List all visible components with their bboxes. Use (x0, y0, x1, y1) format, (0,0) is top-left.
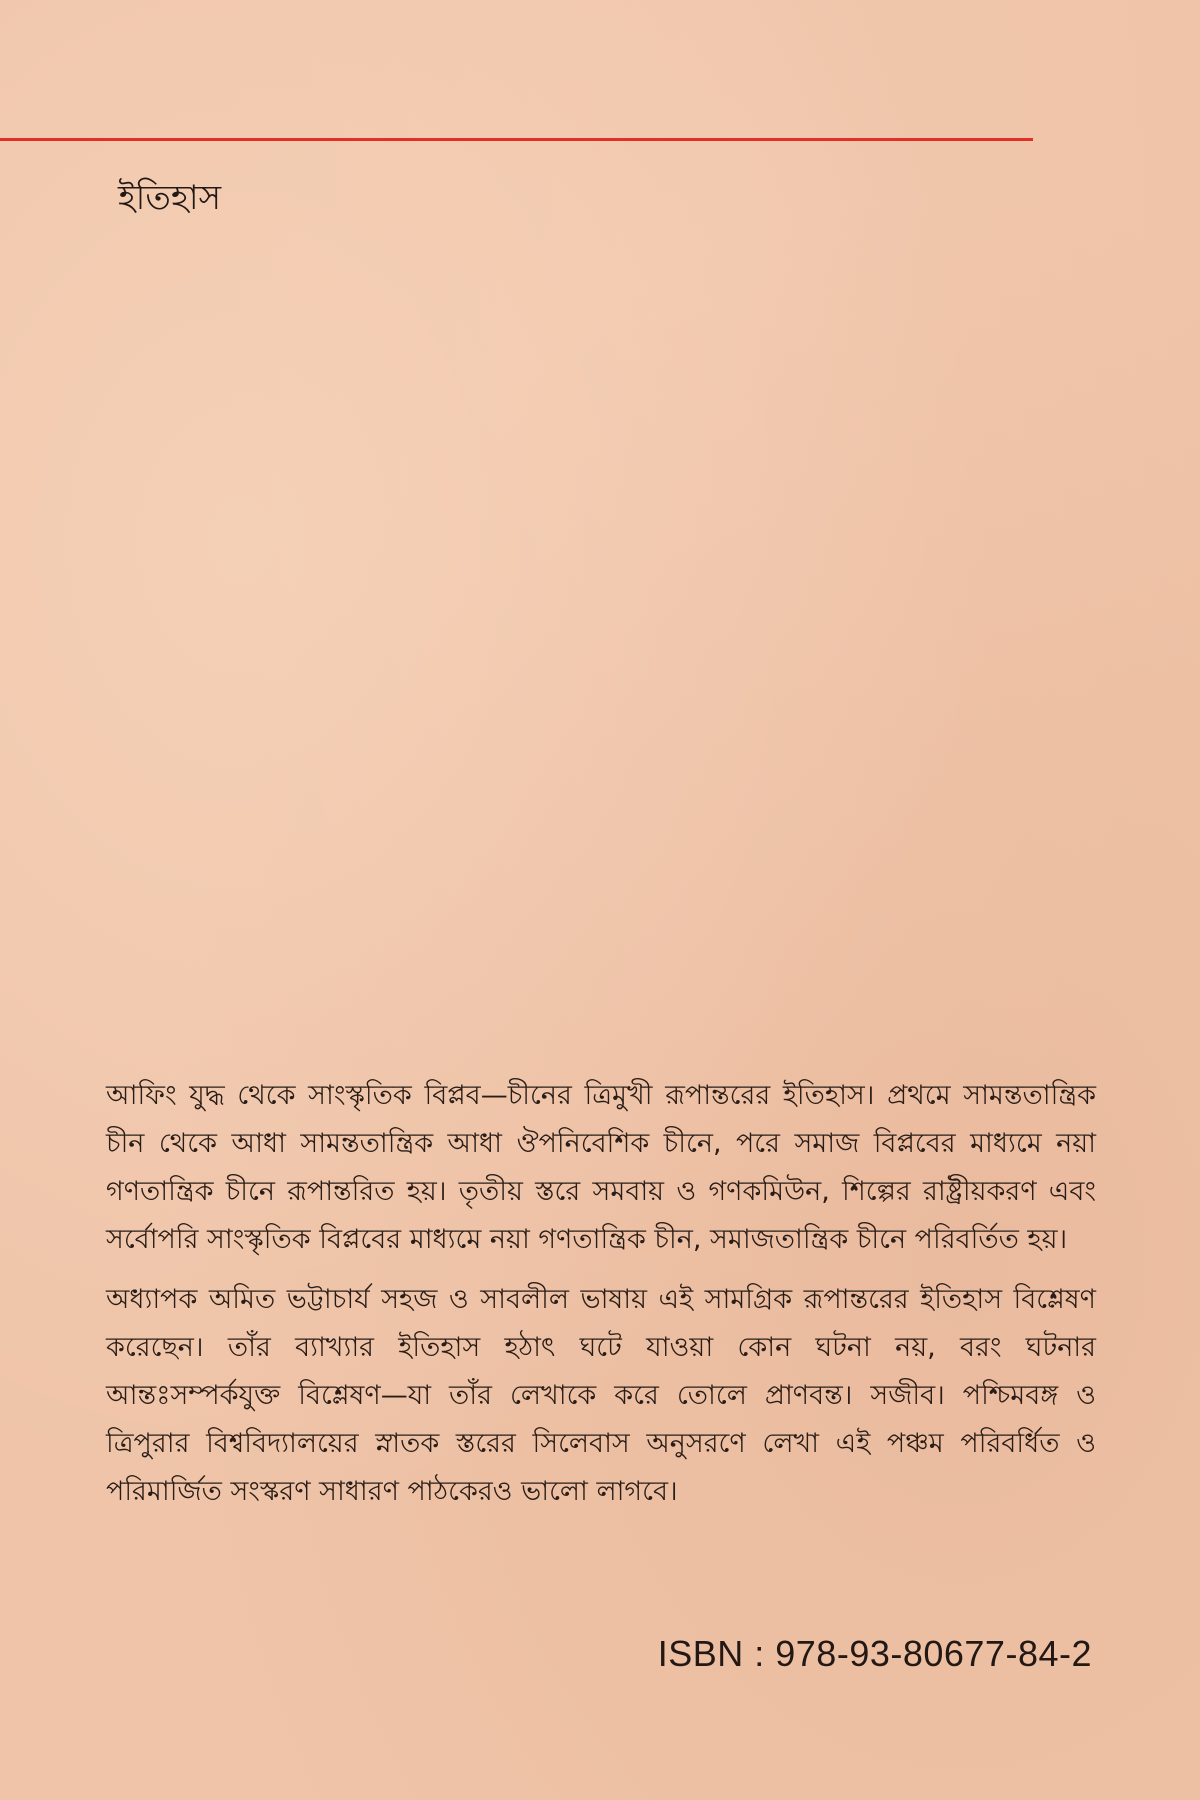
isbn-number: ISBN : 978-93-80677-84-2 (657, 1633, 1092, 1674)
back-cover-blurb (106, 1072, 1096, 1528)
category-label: ইতিহাস (118, 178, 222, 218)
blurb-paragraph-1: আফিং যুদ্ধ থেকে সাংস্কৃতিক বিপ্লব—চীনের ত্রিমুখী রূপান্তরের ইতিহাস। প্রথমে সামন্ততান্ত্রিক চীন থেকে আধা সামন্ততান্ত্রিক আধা ঔপনিবেশিক চীনে, পরে সমাজ বিপ্লবের মাধ্যমে নয়া গণতান্ত্রিক চীনে রূপান্তরিত হয়। তৃতীয় স্তরে সমবায় ও গণকমিউন, শিল্পের রাষ্ট্রীয়করণ এবং সর্বোপরি সাংস্কৃতিক বিপ্লবের মাধ্যমে নয়া গণতান্ত্রিক চীন, সমাজতান্ত্রিক চীনে পরিবর্তিত হয়। (106, 1080, 1096, 1255)
blurb-paragraph-2: অধ্যাপক অমিত ভট্টাচার্য সহজ ও সাবলীল ভাষায় এই সামগ্রিক রূপান্তরের ইতিহাস বিশ্লেষণ করেছেন। তাঁর ব্যাখ্যার ইতিহাস হঠাৎ ঘটে যাওয়া কোন ঘটনা নয়, বরং ঘটনার আন্তঃসম্পর্কযুক্ত বিশ্লেষণ—যা তাঁর লেখাকে করে তোলে প্রাণবন্ত। সজীব। পশ্চিমবঙ্গ ও ত্রিপুরার বিশ্ববিদ্যালয়ের স্নাতক স্তরের সিলেবাস অনুসরণে লেখা এই পঞ্চম পরিবর্ধিত ও পরিমার্জিত সংস্করণ সাধারণ পাঠকেরও ভালো লাগবে। (106, 1284, 1096, 1507)
red-divider-rule (0, 138, 1033, 141)
